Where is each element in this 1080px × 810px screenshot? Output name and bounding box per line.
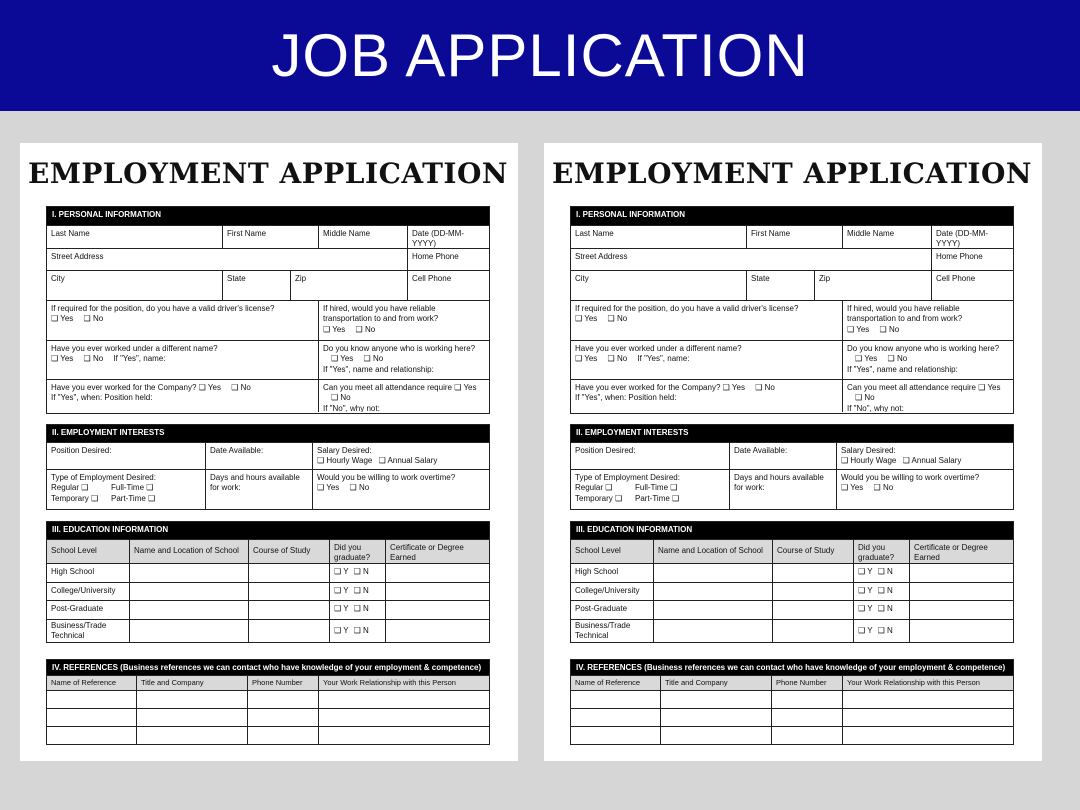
column-header: School Level [47, 539, 130, 563]
state-zip-row [223, 270, 408, 300]
license-question [571, 300, 843, 340]
graduate-cell [330, 600, 386, 619]
school-level-cell: Business/Trade Technical [571, 619, 654, 643]
know-anyone-question-text: Do you know anyone who is working here? [323, 344, 476, 353]
personal-information-section [46, 206, 490, 414]
column-header: Did you graduate? [854, 539, 910, 563]
y-checkbox[interactable]: ❑ Y [334, 626, 349, 636]
y-checkbox[interactable]: ❑ Y [858, 567, 873, 576]
column-header: Name and Location of School [130, 539, 249, 563]
school-level-cell: High School [571, 563, 654, 582]
reference-cell[interactable] [137, 690, 248, 708]
if-yes-name-label: If "Yes", name: [113, 354, 166, 364]
section-heading-references: IV. REFERENCES (Business references we can contact who have knowledge of your employment & competence) [47, 659, 489, 675]
reference-cell[interactable] [248, 708, 319, 726]
school-name-cell[interactable] [130, 600, 249, 619]
no-checkbox[interactable]: ❑ No [607, 354, 628, 364]
transport-question [843, 300, 1013, 340]
school-name-cell[interactable] [130, 563, 249, 582]
form-title: EMPLOYMENT APPLICATION [552, 157, 1032, 190]
attendance-question-text: Can you meet all attendance require [323, 383, 452, 392]
column-header: Course of Study [773, 539, 854, 563]
school-name-cell[interactable] [654, 582, 773, 600]
course-cell[interactable] [249, 619, 330, 643]
different-name-question [47, 340, 319, 379]
column-header: Name of Reference [47, 675, 137, 690]
graduate-cell [854, 563, 910, 582]
graduate-cell [854, 582, 910, 600]
degree-cell[interactable] [386, 582, 489, 600]
yes-checkbox[interactable]: ❑ Yes [454, 383, 477, 392]
school-name-cell[interactable] [130, 582, 249, 600]
overtime-question-text: Would you be willing to work overtime? [841, 473, 980, 482]
date-available-field[interactable]: Date Available: [206, 442, 313, 469]
school-name-cell[interactable] [654, 600, 773, 619]
know-anyone-question [319, 340, 489, 379]
date-available-field[interactable]: Date Available: [730, 442, 837, 469]
days-hours-field[interactable]: Days and hours available for work: [206, 469, 313, 510]
if-no-why-label: If "No", why not: [323, 403, 380, 412]
transport-question [319, 300, 489, 340]
position-desired-field[interactable]: Position Desired: [47, 442, 206, 469]
different-name-question-text: Have you ever worked under a different name? [575, 344, 742, 353]
yes-checkbox[interactable]: ❑ Yes [331, 354, 354, 364]
section-heading-personal: I. PERSONAL INFORMATION [47, 206, 489, 225]
graduate-cell [854, 619, 910, 643]
n-checkbox[interactable]: ❑ N [877, 586, 893, 595]
n-checkbox[interactable]: ❑ N [877, 604, 893, 613]
temporary-checkbox[interactable]: Temporary ❑ [575, 493, 623, 503]
yes-checkbox[interactable]: ❑ Yes [51, 314, 74, 324]
city-field[interactable] [571, 270, 747, 300]
column-header: Name and Location of School [654, 539, 773, 563]
worked-company-question [47, 379, 319, 412]
yes-checkbox[interactable]: ❑ Yes [978, 383, 1001, 392]
form-title: EMPLOYMENT APPLICATION [28, 157, 508, 190]
references-section [46, 659, 490, 745]
no-checkbox[interactable]: ❑ No [355, 324, 376, 334]
full-time-checkbox[interactable]: Full-Time ❑ [111, 483, 154, 493]
y-checkbox[interactable]: ❑ Y [334, 586, 349, 595]
attendance-question [319, 379, 489, 412]
reference-cell[interactable] [843, 690, 1013, 708]
yes-checkbox[interactable]: ❑ Yes [317, 483, 340, 493]
annual-salary-checkbox[interactable]: ❑ Annual Salary [378, 456, 438, 466]
regular-checkbox[interactable]: Regular ❑ [575, 483, 613, 493]
know-anyone-question-text: Do you know anyone who is working here? [847, 344, 1000, 353]
degree-cell[interactable] [386, 563, 489, 582]
reference-cell[interactable] [772, 708, 843, 726]
yes-checkbox[interactable]: ❑ Yes [51, 354, 74, 364]
school-level-cell: Post-Graduate [47, 600, 130, 619]
reference-cell[interactable] [47, 708, 137, 726]
course-cell[interactable] [249, 582, 330, 600]
no-checkbox[interactable]: ❑ No [231, 383, 251, 392]
worked-company-question-text: Have you ever worked for the Company? [575, 383, 721, 392]
n-checkbox[interactable]: ❑ N [353, 567, 369, 576]
column-header: Course of Study [249, 539, 330, 563]
license-question-text: If required for the position, do you have a valid driver's license? [575, 304, 799, 313]
column-header: Certificate or Degree Earned [386, 539, 489, 563]
graduate-cell [854, 600, 910, 619]
cell-phone-field[interactable]: Cell Phone [932, 270, 1013, 300]
reference-cell[interactable] [571, 726, 661, 745]
home-phone-field[interactable]: Home Phone [408, 248, 489, 270]
salary-desired-label: Salary Desired: [841, 446, 896, 455]
if-yes-name-label: If "Yes", name: [637, 354, 690, 364]
city-label: City [51, 274, 65, 283]
annual-salary-checkbox[interactable]: ❑ Annual Salary [902, 456, 962, 466]
school-name-cell[interactable] [654, 619, 773, 643]
yes-checkbox[interactable]: ❑ Yes [198, 383, 221, 392]
course-cell[interactable] [249, 563, 330, 582]
employment-type-field [571, 469, 730, 510]
position-desired-field[interactable]: Position Desired: [571, 442, 730, 469]
if-yes-when-label: If "Yes", when: Position held: [575, 393, 677, 403]
course-cell[interactable] [773, 619, 854, 643]
know-anyone-question [843, 340, 1013, 379]
part-time-checkbox[interactable]: Part-Time ❑ [635, 493, 680, 503]
section-heading-personal: I. PERSONAL INFORMATION [571, 206, 1013, 225]
form-page-left [20, 143, 518, 761]
yes-checkbox[interactable]: ❑ Yes [722, 383, 745, 392]
city-field[interactable] [47, 270, 223, 300]
no-checkbox[interactable]: ❑ No [887, 354, 908, 364]
n-checkbox[interactable]: ❑ N [353, 586, 369, 595]
if-no-why-label: If "No", why not: [847, 403, 904, 412]
if-yes-relationship-label: If "Yes", name and relationship: [323, 364, 434, 374]
column-header: Title and Company [661, 675, 772, 690]
column-header: Name of Reference [571, 675, 661, 690]
date-field[interactable]: Date (DD-MM-YYYY) [932, 225, 1013, 248]
reference-cell[interactable] [843, 708, 1013, 726]
employment-interests-section [570, 424, 1014, 510]
employment-type-field [47, 469, 206, 510]
section-heading-references: IV. REFERENCES (Business references we can contact who have knowledge of your employment & competence) [571, 659, 1013, 675]
salary-desired-label: Salary Desired: [317, 446, 372, 455]
days-hours-field[interactable]: Days and hours available for work: [730, 469, 837, 510]
school-level-cell: Business/Trade Technical [47, 619, 130, 643]
transport-question-text: If hired, would you have reliable transportation to and from work? [323, 304, 439, 324]
y-checkbox[interactable]: ❑ Y [858, 626, 873, 636]
school-level-cell: Post-Graduate [571, 600, 654, 619]
first-name-field[interactable]: First Name [223, 225, 319, 248]
school-level-cell: College/University [47, 582, 130, 600]
section-heading-employment: II. EMPLOYMENT INTERESTS [571, 424, 1013, 442]
yes-checkbox[interactable]: ❑ Yes [855, 354, 878, 364]
degree-cell[interactable] [910, 582, 1013, 600]
graduate-cell [330, 619, 386, 643]
street-address-field[interactable]: Street Address [47, 248, 408, 270]
school-level-cell: College/University [571, 582, 654, 600]
hourly-wage-checkbox[interactable]: ❑ Hourly Wage [841, 456, 897, 466]
date-field[interactable]: Date (DD-MM-YYYY) [408, 225, 489, 248]
references-section [570, 659, 1014, 745]
degree-cell[interactable] [910, 619, 1013, 643]
column-header: Your Work Relationship with this Person [319, 675, 489, 690]
column-header: Certificate or Degree Earned [910, 539, 1013, 563]
transport-question-text: If hired, would you have reliable transportation to and from work? [847, 304, 963, 324]
reference-cell[interactable] [661, 726, 772, 745]
home-phone-field[interactable]: Home Phone [932, 248, 1013, 270]
worked-company-question-text: Have you ever worked for the Company? [51, 383, 197, 392]
state-zip-row [747, 270, 932, 300]
worked-company-question [571, 379, 843, 412]
reference-cell[interactable] [248, 726, 319, 745]
section-heading-employment: II. EMPLOYMENT INTERESTS [47, 424, 489, 442]
if-yes-when-label: If "Yes", when: Position held: [51, 393, 153, 403]
section-heading-education: III. EDUCATION INFORMATION [571, 521, 1013, 539]
reference-cell[interactable] [661, 708, 772, 726]
reference-cell[interactable] [137, 708, 248, 726]
regular-checkbox[interactable]: Regular ❑ [51, 483, 89, 493]
school-name-cell[interactable] [654, 563, 773, 582]
personal-information-section [570, 206, 1014, 414]
overtime-question-text: Would you be willing to work overtime? [317, 473, 456, 482]
degree-cell[interactable] [910, 563, 1013, 582]
reference-cell[interactable] [571, 690, 661, 708]
yes-checkbox[interactable]: ❑ Yes [575, 354, 598, 364]
salary-desired-field [313, 442, 489, 469]
reference-cell[interactable] [571, 708, 661, 726]
n-checkbox[interactable]: ❑ N [353, 604, 369, 613]
y-checkbox[interactable]: ❑ Y [334, 567, 349, 576]
reference-cell[interactable] [772, 726, 843, 745]
employment-interests-section [46, 424, 490, 510]
form-page-right [544, 143, 1042, 761]
zip-field[interactable]: Zip [819, 274, 831, 283]
no-checkbox[interactable]: ❑ No [363, 354, 384, 364]
hourly-wage-checkbox[interactable]: ❑ Hourly Wage [317, 456, 373, 466]
course-cell[interactable] [773, 582, 854, 600]
middle-name-field[interactable]: Middle Name [843, 225, 932, 248]
course-cell[interactable] [773, 563, 854, 582]
no-checkbox[interactable]: ❑ No [873, 483, 894, 493]
yes-checkbox[interactable]: ❑ Yes [575, 314, 598, 324]
different-name-question-text: Have you ever worked under a different name? [51, 344, 218, 353]
graduate-cell [330, 563, 386, 582]
degree-cell[interactable] [386, 619, 489, 643]
n-checkbox[interactable]: ❑ N [877, 567, 893, 576]
no-checkbox[interactable]: ❑ No [879, 324, 900, 334]
reference-cell[interactable] [319, 690, 489, 708]
reference-cell[interactable] [47, 690, 137, 708]
y-checkbox[interactable]: ❑ Y [858, 604, 873, 613]
column-header: Phone Number [248, 675, 319, 690]
zip-field[interactable]: Zip [295, 274, 307, 283]
column-header: Did you graduate? [330, 539, 386, 563]
education-information-section [46, 521, 490, 643]
no-checkbox[interactable]: ❑ No [83, 354, 104, 364]
no-checkbox[interactable]: ❑ No [607, 314, 628, 324]
reference-cell[interactable] [319, 726, 489, 745]
part-time-checkbox[interactable]: Part-Time ❑ [111, 493, 156, 503]
degree-cell[interactable] [386, 600, 489, 619]
graduate-cell [330, 582, 386, 600]
y-checkbox[interactable]: ❑ Y [334, 604, 349, 613]
attendance-question-text: Can you meet all attendance require [847, 383, 976, 392]
n-checkbox[interactable]: ❑ N [877, 626, 893, 636]
license-question [47, 300, 319, 340]
yes-checkbox[interactable]: ❑ Yes [847, 324, 870, 334]
section-heading-education: III. EDUCATION INFORMATION [47, 521, 489, 539]
employment-type-label: Type of Employment Desired: [575, 473, 680, 482]
degree-cell[interactable] [910, 600, 1013, 619]
column-header: Title and Company [137, 675, 248, 690]
full-time-checkbox[interactable]: Full-Time ❑ [635, 483, 678, 493]
employment-type-label: Type of Employment Desired: [51, 473, 156, 482]
street-address-field[interactable]: Street Address [571, 248, 932, 270]
salary-desired-field [837, 442, 1013, 469]
state-field[interactable]: State [223, 271, 291, 300]
n-checkbox[interactable]: ❑ N [353, 626, 369, 636]
reference-cell[interactable] [137, 726, 248, 745]
course-cell[interactable] [773, 600, 854, 619]
banner-title: JOB APPLICATION [0, 0, 1080, 111]
reference-cell[interactable] [772, 690, 843, 708]
school-level-cell: High School [47, 563, 130, 582]
yes-checkbox[interactable]: ❑ Yes [841, 483, 864, 493]
cell-phone-field[interactable]: Cell Phone [408, 270, 489, 300]
no-checkbox[interactable]: ❑ No [755, 383, 775, 392]
city-label: City [575, 274, 589, 283]
column-header: School Level [571, 539, 654, 563]
reference-cell[interactable] [319, 708, 489, 726]
column-header: Phone Number [772, 675, 843, 690]
yes-checkbox[interactable]: ❑ Yes [323, 324, 346, 334]
overtime-question [837, 469, 1013, 510]
last-name-field[interactable]: Last Name [47, 225, 223, 248]
first-name-field[interactable]: First Name [747, 225, 843, 248]
school-name-cell[interactable] [130, 619, 249, 643]
no-checkbox[interactable]: ❑ No [83, 314, 104, 324]
reference-cell[interactable] [843, 726, 1013, 745]
reference-cell[interactable] [661, 690, 772, 708]
column-header: Your Work Relationship with this Person [843, 675, 1013, 690]
middle-name-field[interactable]: Middle Name [319, 225, 408, 248]
state-field[interactable]: State [747, 271, 815, 300]
last-name-field[interactable]: Last Name [571, 225, 747, 248]
temporary-checkbox[interactable]: Temporary ❑ [51, 493, 99, 503]
no-checkbox[interactable]: ❑ No [331, 393, 351, 403]
no-checkbox[interactable]: ❑ No [349, 483, 370, 493]
different-name-question [571, 340, 843, 379]
attendance-question [843, 379, 1013, 412]
course-cell[interactable] [249, 600, 330, 619]
license-question-text: If required for the position, do you have a valid driver's license? [51, 304, 275, 313]
reference-cell[interactable] [248, 690, 319, 708]
y-checkbox[interactable]: ❑ Y [858, 586, 873, 595]
if-yes-relationship-label: If "Yes", name and relationship: [847, 364, 958, 374]
reference-cell[interactable] [47, 726, 137, 745]
education-information-section [570, 521, 1014, 643]
no-checkbox[interactable]: ❑ No [855, 393, 875, 403]
overtime-question [313, 469, 489, 510]
